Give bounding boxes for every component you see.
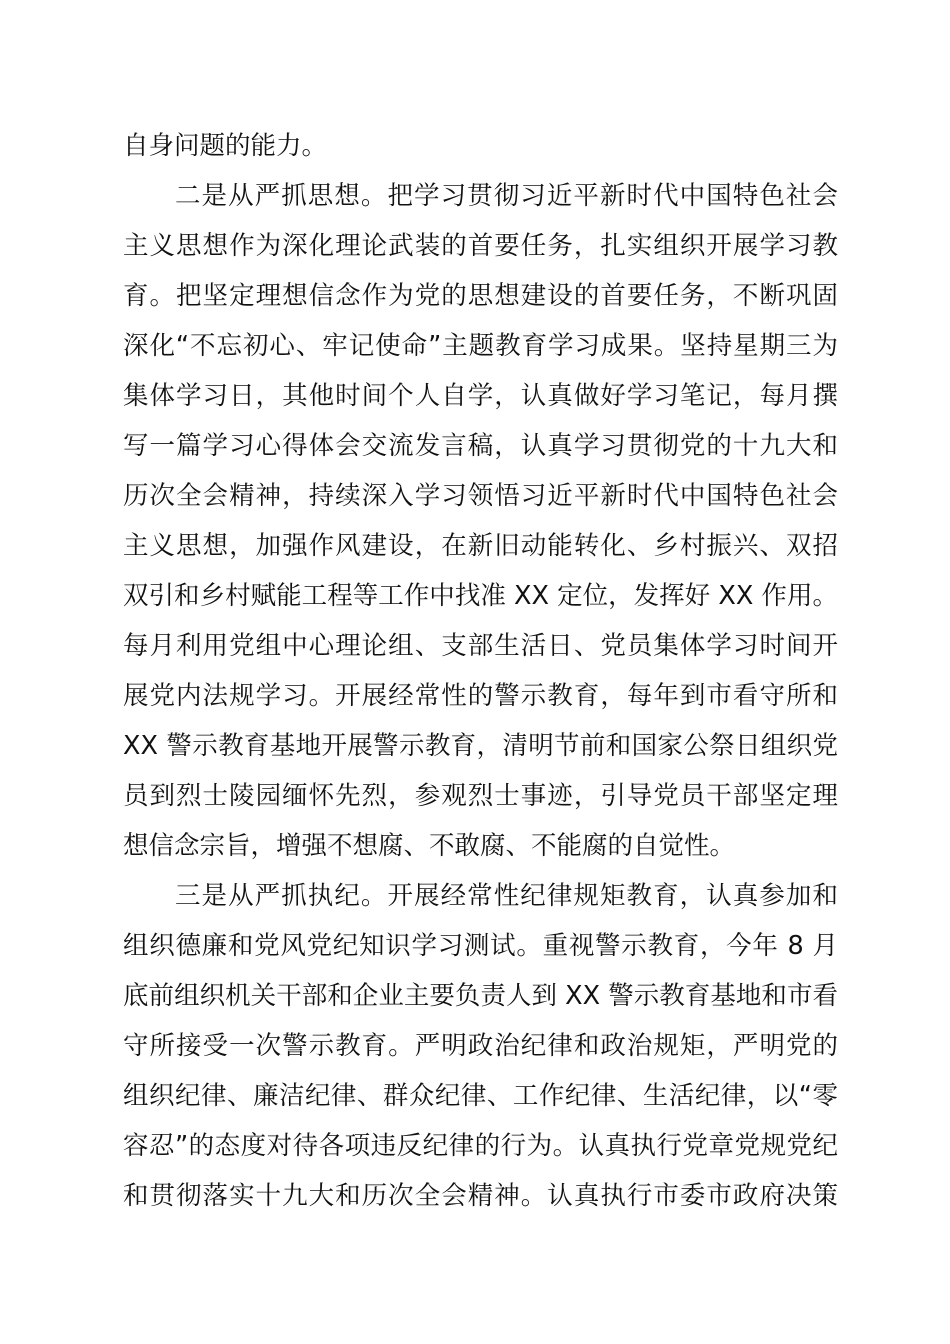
paragraph-start-line: 二是从严抓思想。把学习贯彻习近平新时代中国特色社会 bbox=[175, 181, 838, 211]
text-line: 育。把坚定理想信念作为党的思想建设的首要任务，不断巩固 bbox=[123, 281, 838, 311]
text-line: 想信念宗旨，增强不想腐、不敢腐、不能腐的自觉性。 bbox=[123, 831, 736, 861]
text-line: 自身问题的能力。 bbox=[123, 131, 328, 161]
text-line: 组织纪律、廉洁纪律、群众纪律、工作纪律、生活纪律，以“零 bbox=[123, 1081, 838, 1111]
text-line: 历次全会精神，持续深入学习领悟习近平新时代中国特色社会 bbox=[123, 481, 838, 511]
paragraph-start-line: 三是从严抓执纪。开展经常性纪律规矩教育，认真参加和 bbox=[175, 881, 838, 911]
text-line: 守所接受一次警示教育。严明政治纪律和政治规矩，严明党的 bbox=[123, 1031, 838, 1061]
text-line: 集体学习日，其他时间个人自学，认真做好学习笔记，每月撰 bbox=[123, 381, 838, 411]
text-line: 主义思想作为深化理论武装的首要任务，扎实组织开展学习教 bbox=[123, 231, 838, 261]
text-line: XX 警示教育基地开展警示教育，清明节前和国家公祭日组织党 bbox=[123, 731, 838, 761]
text-line: 组织德廉和党风党纪知识学习测试。重视警示教育，今年 8 月 bbox=[123, 931, 838, 961]
text-line: 展党内法规学习。开展经常性的警示教育，每年到市看守所和 bbox=[123, 681, 838, 711]
text-line: 容忍”的态度对待各项违反纪律的行为。认真执行党章党规党纪 bbox=[123, 1131, 838, 1161]
text-line: 主义思想，加强作风建设，在新旧动能转化、乡村振兴、双招 bbox=[123, 531, 838, 561]
text-line: 和贯彻落实十九大和历次全会精神。认真执行市委市政府决策 bbox=[123, 1181, 838, 1211]
text-line: 底前组织机关干部和企业主要负责人到 XX 警示教育基地和市看 bbox=[123, 981, 838, 1011]
text-line: 员到烈士陵园缅怀先烈，参观烈士事迹，引导党员干部坚定理 bbox=[123, 781, 838, 811]
text-line: 双引和乡村赋能工程等工作中找准 XX 定位，发挥好 XX 作用。 bbox=[123, 581, 838, 611]
text-line: 每月利用党组中心理论组、支部生活日、党员集体学习时间开 bbox=[123, 631, 838, 661]
text-line: 写一篇学习心得体会交流发言稿，认真学习贯彻党的十九大和 bbox=[123, 431, 838, 461]
text-line: 深化“不忘初心、牢记使命”主题教育学习成果。坚持星期三为 bbox=[123, 331, 838, 361]
